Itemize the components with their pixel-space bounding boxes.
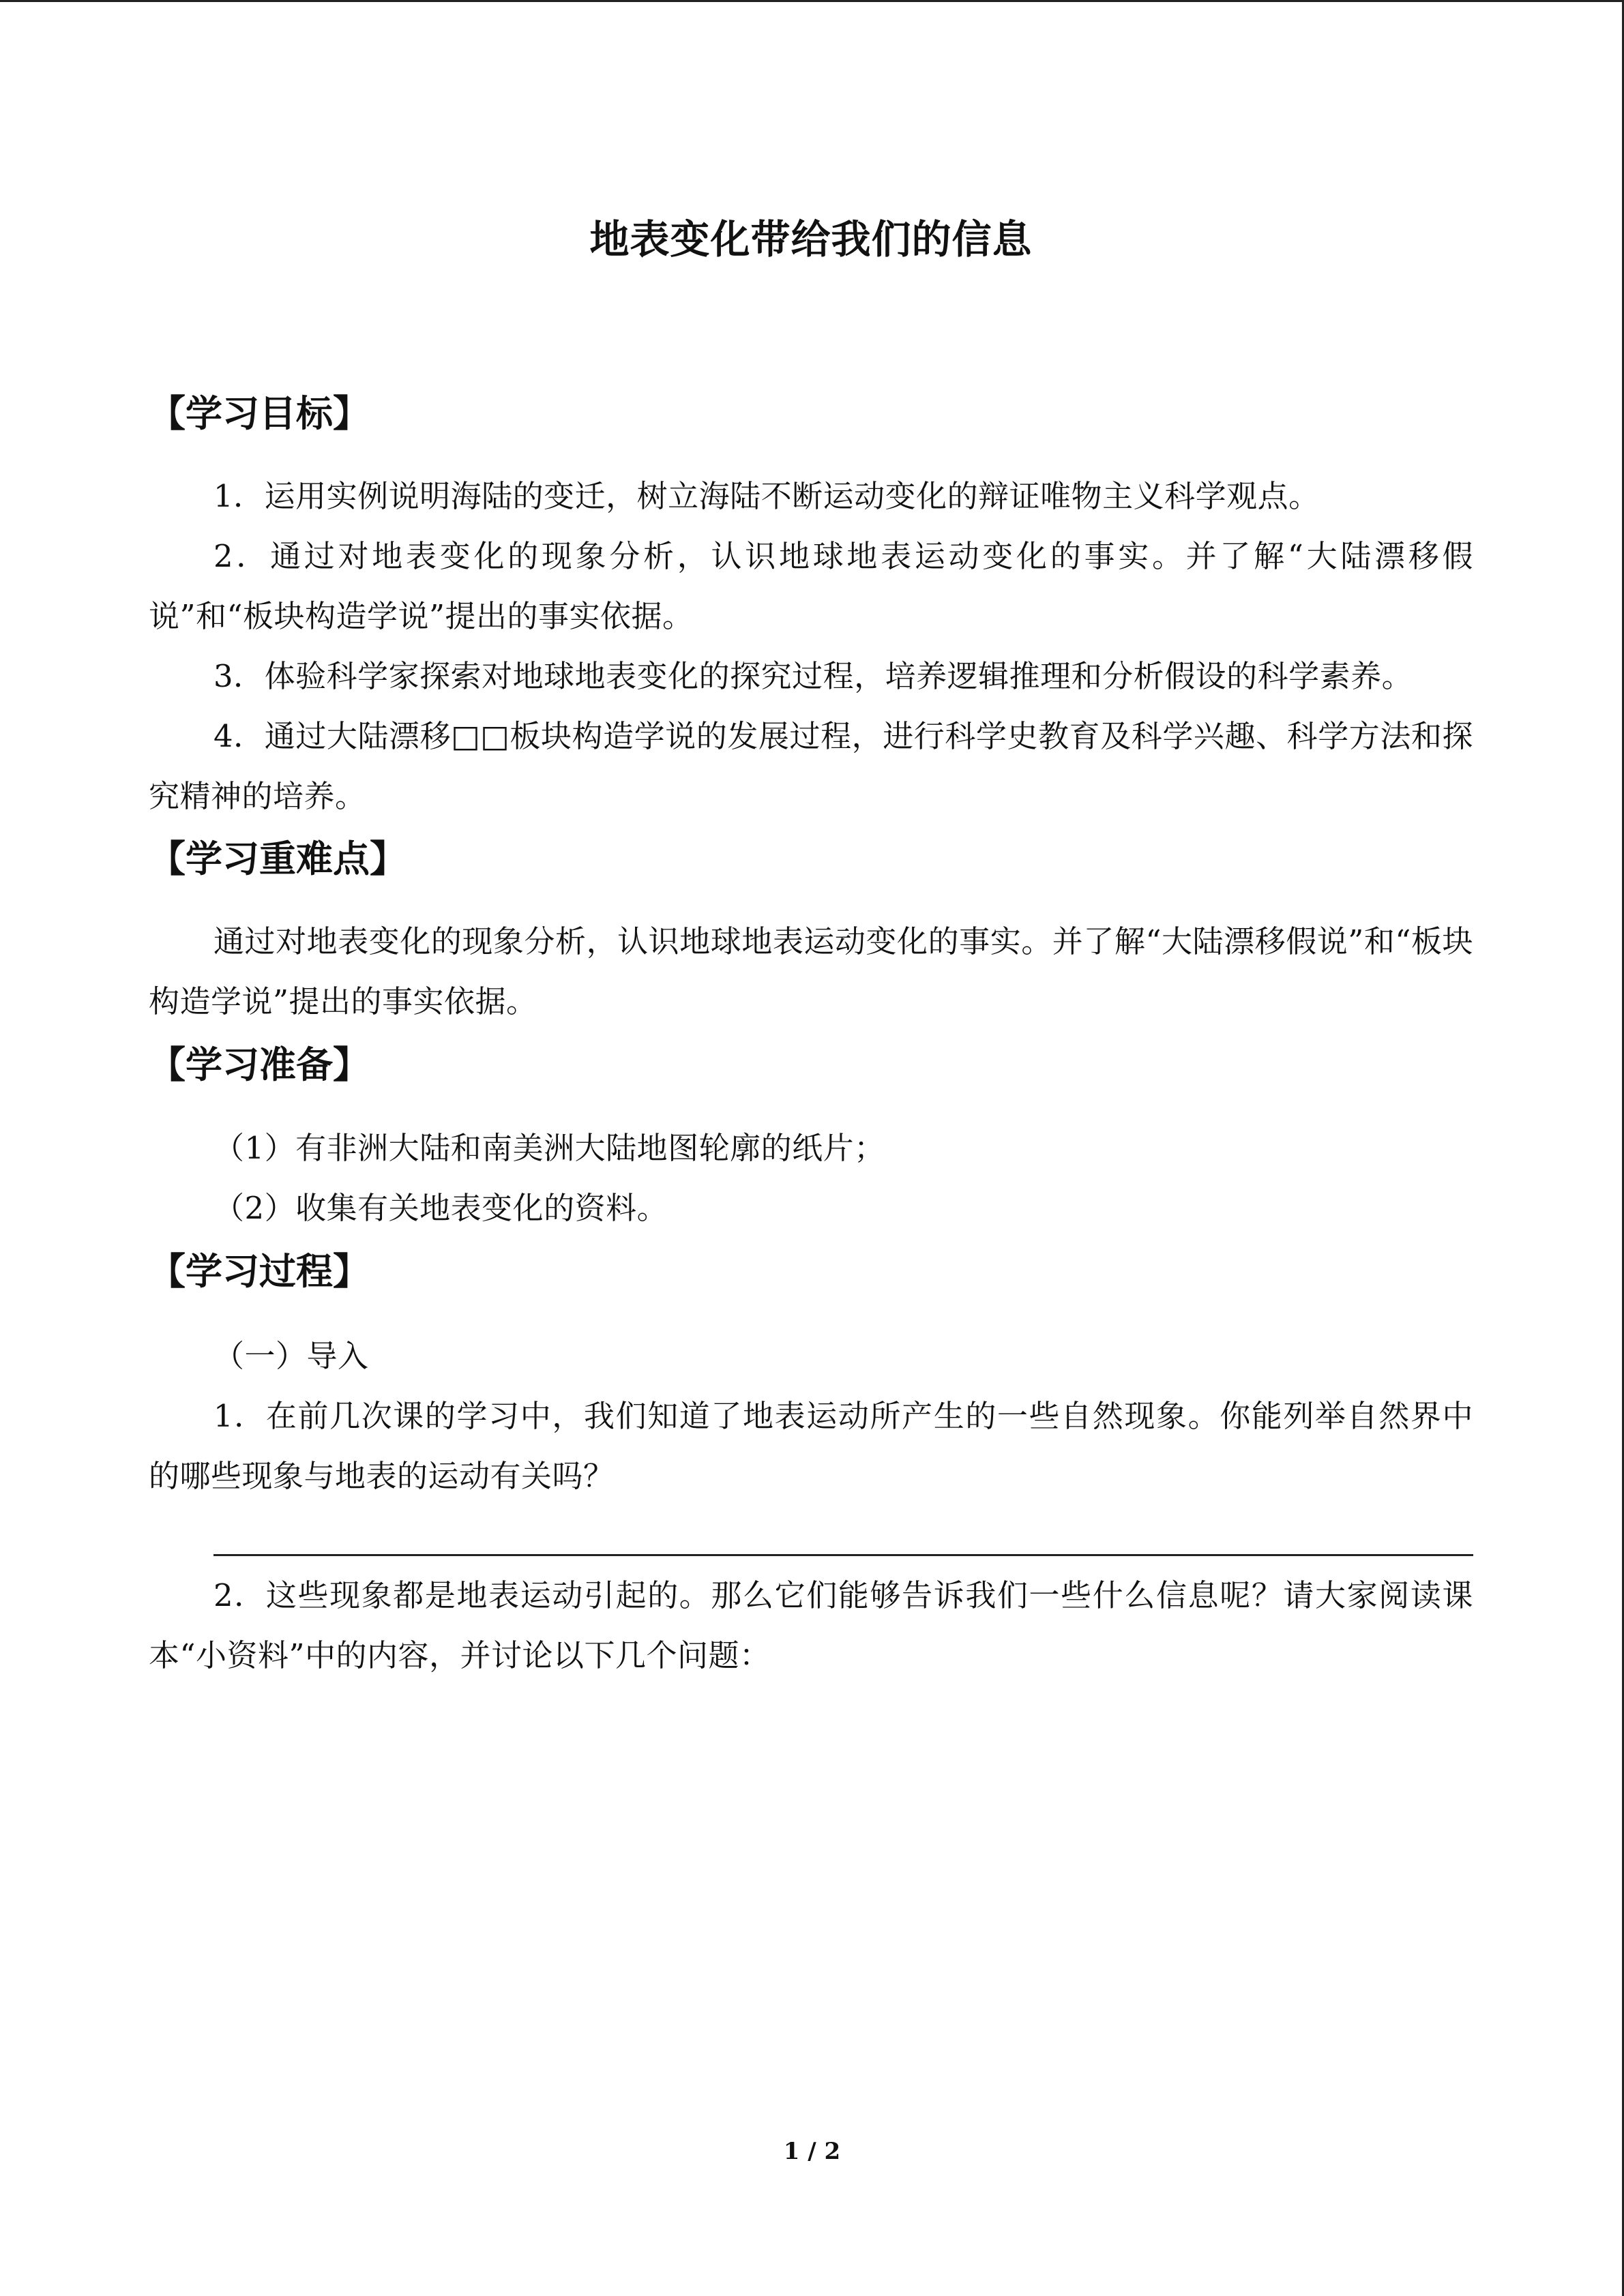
- preparation-item-2: （2）收集有关地表变化的资料。: [213, 1190, 668, 1226]
- section-heading-preparation: 【学习准备】: [149, 1043, 370, 1086]
- preparation-item-1: （1）有非洲大陆和南美洲大陆地图轮廓的纸片；: [213, 1130, 885, 1166]
- goal-item-3: 3．体验科学家探索对地球地表变化的探究过程，培养逻辑推理和分析假设的科学素养。: [213, 658, 1413, 694]
- goal-item-1: 1．运用实例说明海陆的变迁，树立海陆不断运动变化的辩证唯物主义科学观点。: [213, 478, 1320, 514]
- section-heading-key-points: 【学习重难点】: [149, 837, 407, 880]
- process-item-1: 1．在前几次课的学习中，我们知道了地表运动所产生的一些自然现象。你能列举自然界中的哪些现象与地表的运动有关吗？: [149, 1398, 1473, 1494]
- page-title: 地表变化带给我们的信息: [589, 216, 1033, 263]
- answer-blank-line: [213, 1554, 1473, 1556]
- key-points-text: 通过对地表变化的现象分析，认识地球地表运动变化的事实。并了解“大陆漂移假说”和“板块构造学说”提出的事实依据。: [149, 923, 1473, 1019]
- process-subheading: （一）导入: [213, 1338, 369, 1374]
- page-number: 1 / 2: [783, 2138, 841, 2165]
- goal-item-2: 2．通过对地表变化的现象分析，认识地球地表运动变化的事实。并了解“大陆漂移假说”和“板块构造学说”提出的事实依据。: [149, 538, 1473, 634]
- section-heading-process: 【学习过程】: [149, 1250, 370, 1293]
- section-heading-goals: 【学习目标】: [149, 392, 370, 435]
- goal-item-4: 4．通过大陆漂移□□板块构造学说的发展过程，进行科学史教育及科学兴趣、科学方法和探究精神的培养。: [149, 718, 1473, 814]
- process-item-2: 2．这些现象都是地表运动引起的。那么它们能够告诉我们一些什么信息呢？请大家阅读课本“小资料”中的内容，并讨论以下几个问题：: [149, 1577, 1473, 1673]
